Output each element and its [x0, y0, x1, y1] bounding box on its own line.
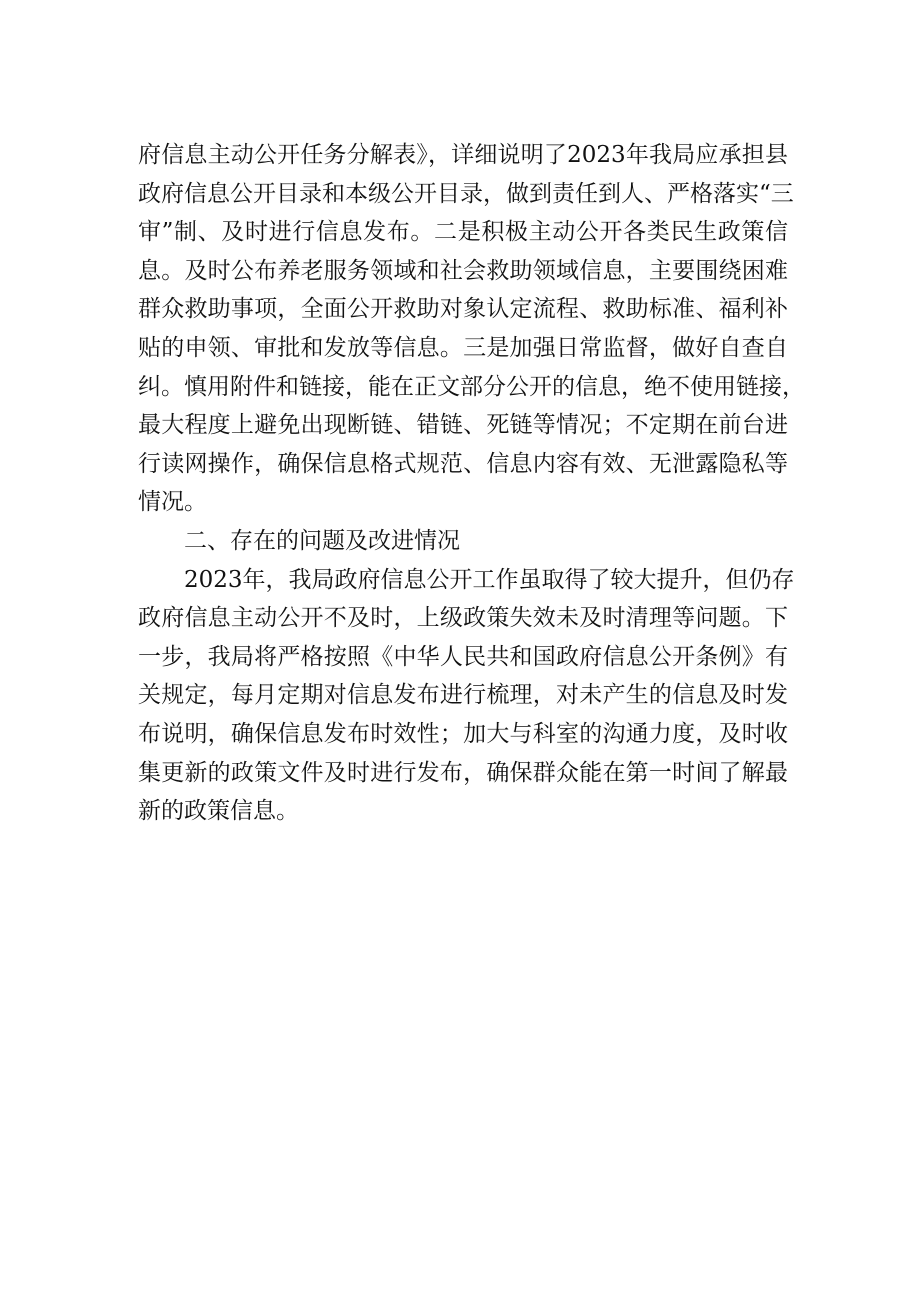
- section-heading: 二、存在的问题及改进情况: [184, 527, 460, 554]
- paragraph-line: 政府信息主动公开不及时，上级政策失效未及时清理等问题。下: [138, 605, 788, 632]
- paragraph-line: 府信息主动公开任务分解表》，详细说明了2023年我局应承担县: [138, 142, 788, 168]
- paragraph-line: 一步，我局将严格按照《中华人民共和国政府信息公开条例》有: [138, 643, 788, 670]
- paragraph-line: 纠。慎用附件和链接，能在正文部分公开的信息，绝不使用链接，: [138, 373, 805, 400]
- paragraph-line: 行读网操作，确保信息格式规范、信息内容有效、无泄露隐私等: [138, 450, 788, 477]
- paragraph-line: 新的政策信息。: [138, 798, 299, 825]
- paragraph-line: 群众救助事项，全面公开救助对象认定流程、救助标准、福利补: [138, 296, 788, 323]
- paragraph-line: 息。及时公布养老服务领域和社会救助领域信息，主要围绕困难: [138, 257, 788, 284]
- paragraph-line: 关规定，每月定期对信息发布进行梳理，对未产生的信息及时发: [138, 682, 788, 709]
- paragraph-improvement: [138, 561, 795, 831]
- paragraph-line: 最大程度上避免出现断链、错链、死链等情况；不定期在前台进: [138, 412, 788, 439]
- paragraph-line: 情况。: [138, 489, 207, 516]
- paragraph-line: 集更新的政策文件及时进行发布，确保群众能在第一时间了解最: [138, 759, 788, 786]
- paragraph-measures: [138, 136, 805, 522]
- paragraph-line: 审”制、及时进行信息发布。二是积极主动公开各类民生政策信: [138, 219, 788, 246]
- document-body: [138, 136, 805, 831]
- paragraph-line: 布说明，确保信息发布时效性；加大与科室的沟通力度，及时收: [138, 720, 788, 747]
- paragraph-line: 2023年，我局政府信息公开工作虽取得了较大提升，但仍存: [184, 566, 795, 593]
- paragraph-line: 政府信息公开目录和本级公开目录，做到责任到人、严格落实“三: [138, 180, 794, 207]
- paragraph-line: 贴的申领、审批和发放等信息。三是加强日常监督，做好自查自: [138, 334, 788, 361]
